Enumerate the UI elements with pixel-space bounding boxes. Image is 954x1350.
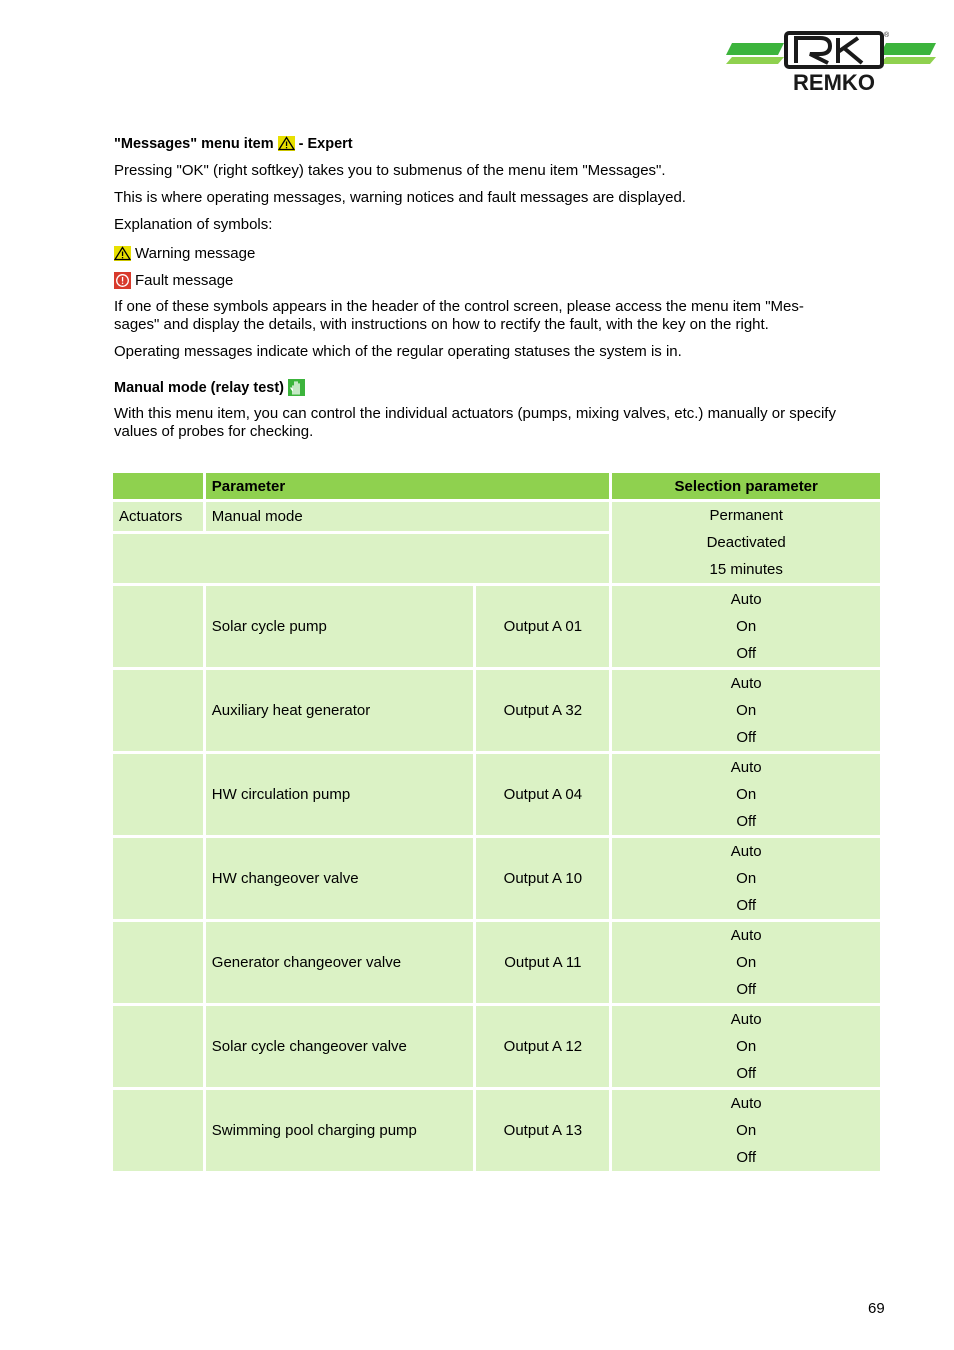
remko-logo-graphic — [724, 28, 938, 96]
header-blank — [113, 473, 203, 499]
messages-paragraph-2: This is where operating messages, warning notices and fault messages are displayed. — [114, 189, 686, 206]
warning-icon — [278, 136, 295, 151]
table-row: HW circulation pump Output A 04 Auto On Off — [113, 754, 880, 835]
messages-heading: "Messages" menu item - Expert — [114, 135, 353, 152]
table-row: Swimming pool charging pump Output A 13 Auto On Off — [113, 1090, 880, 1171]
fault-icon — [114, 272, 131, 289]
messages-paragraph-3: Explanation of symbols: — [114, 216, 273, 233]
page-content — [114, 134, 886, 441]
manual-mode-label: Manual mode — [206, 502, 610, 531]
actuators-label: Actuators — [113, 502, 203, 531]
table-row: Solar cycle pump Output A 01 Auto On Off — [113, 586, 880, 667]
manual-mode-paragraph: With this menu item, you can control the individual actuators (pumps, mixing valves, etc.) manually or specify values of probes for checking. — [114, 405, 836, 440]
warning-icon — [114, 246, 131, 261]
messages-paragraph-1: Pressing "OK" (right softkey) takes you to submenus of the menu item "Messages". — [114, 162, 666, 179]
svg-text:®: ® — [884, 32, 890, 39]
warning-legend: Warning message — [114, 244, 886, 262]
manual-mode-options: Permanent Deactivated 15 minutes — [612, 502, 880, 583]
remko-logo — [724, 28, 938, 96]
messages-paragraph-4: If one of these symbols appears in the header of the control screen, please access the menu item "Mes- sages" and display the details, with instructions on how to rectify the fault, with the key on the right. — [114, 298, 804, 333]
hand-icon — [288, 379, 305, 396]
page-number: 69 — [868, 1300, 885, 1317]
manual-mode-heading: Manual mode (relay test) — [114, 378, 886, 397]
table-row: Generator changeover valve Output A 11 Auto On Off — [113, 922, 880, 1003]
logo-text: REMKO — [793, 70, 875, 95]
table-row: Auxiliary heat generator Output A 32 Auto On Off — [113, 670, 880, 751]
table-row: HW changeover valve Output A 10 Auto On Off — [113, 838, 880, 919]
header-parameter: Parameter — [206, 473, 610, 499]
messages-paragraph-5: Operating messages indicate which of the regular operating statuses the system is in. — [114, 343, 682, 360]
parameter-table — [110, 470, 883, 1174]
table-row: Solar cycle changeover valve Output A 12 Auto On Off — [113, 1006, 880, 1087]
blank-cell — [113, 534, 609, 583]
header-selection: Selection parameter — [612, 473, 880, 499]
fault-legend: Fault message — [114, 271, 886, 289]
